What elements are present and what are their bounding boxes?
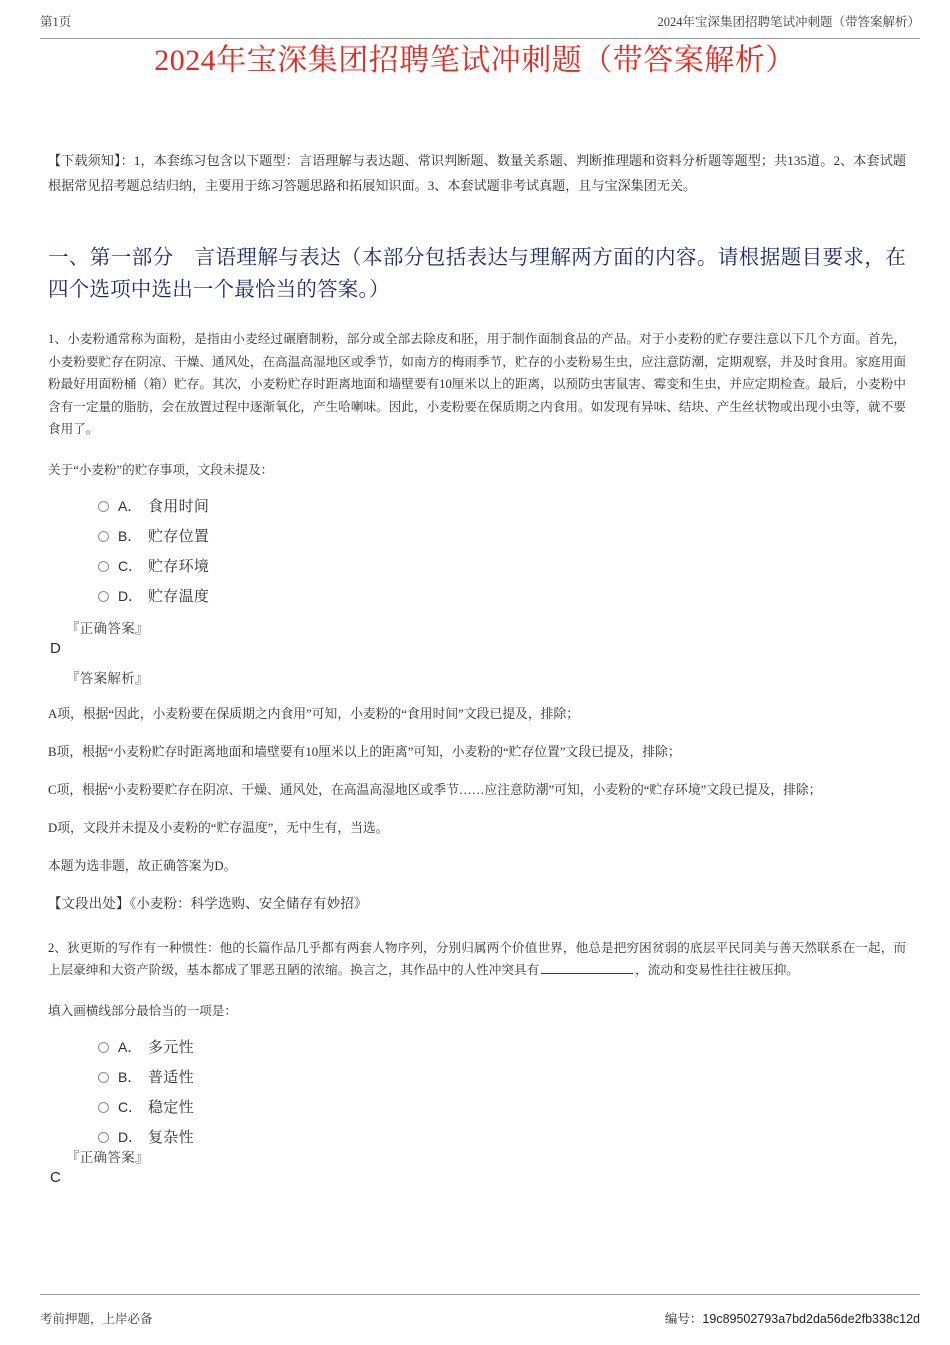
option-list <box>48 493 906 609</box>
question-stem-part2: ，流动和变易性往往被压抑。 <box>635 963 799 977</box>
radio-button-icon[interactable] <box>98 591 109 602</box>
option-text: 食用时间 <box>148 499 210 515</box>
option-row[interactable] <box>48 523 906 549</box>
option-row[interactable] <box>48 553 906 579</box>
footer-id-value: 19c89502793a7bd2da56de2fb338c12d <box>702 1312 920 1326</box>
analysis-paragraph: B项，根据“小麦粉贮存时距离地面和墙壁要有10厘米以上的距离”可知，小麦粉的“贮存位置”文段已提及，排除； <box>48 744 681 759</box>
question-block <box>48 328 906 915</box>
question-prompt: 关于“小麦粉”的贮存事项，文段未提及： <box>48 462 274 477</box>
question-stem: 1、小麦粉通常称为面粉，是指由小麦经过碾磨制粉，部分或全部去除皮和胚，用于制作面制食品的产品。对于小麦粉的贮存要注意以下几个方面。首先，小麦粉要贮存在阴凉、干燥、通风处，在高温高湿地区或季节，如南方的梅雨季节，贮存的小麦粉易生虫，应注意防潮，定期观察，并及时食用。家庭用面粉最好用面粉桶（箱）贮存。其次，小麦粉贮存时距离地面和墙壁要有10厘米以上的距离，以预防虫害鼠害、霉变和生虫，并应定期检查。最后，小麦粉中含有一定量的脂肪，会在放置过程中逐渐氧化，产生哈喇味。因此，小麦粉要在保质期之内食用。如发现有异味、结块、产生丝状物或出现小虫等，就不要食用了。 <box>48 332 906 436</box>
footer-slogan: 考前押题，上岸必备 <box>40 1312 153 1326</box>
correct-answer-value: C <box>50 1168 61 1186</box>
passage-source: 【文段出处】《小麦粉：科学选购、安全储存有妙招》 <box>48 895 368 911</box>
option-letter: A． <box>118 1038 142 1055</box>
option-row[interactable] <box>48 583 906 609</box>
analysis-paragraph: C项，根据“小麦粉要贮存在阴凉、干燥、通风处，在高温高湿地区或季节……应注意防潮”可知，小麦粉的“贮存环境”文段已提及，排除； <box>48 782 822 797</box>
analysis-paragraph: A项，根据“因此，小麦粉要在保质期之内食用”可知，小麦粉的“食用时间”文段已提及，排除； <box>48 706 580 721</box>
option-row[interactable] <box>48 1094 906 1120</box>
analysis-paragraph: D项，文段并未提及小麦粉的“贮存温度”，无中生有，当选。 <box>48 820 389 835</box>
document-content <box>48 148 906 1198</box>
option-text: 多元性 <box>148 1040 194 1056</box>
radio-button-icon[interactable] <box>98 561 109 572</box>
page-title: 2024年宝深集团招聘笔试冲刺题（带答案解析） <box>154 44 796 77</box>
correct-answer-label: 『正确答案』 <box>66 620 149 636</box>
radio-button-icon[interactable] <box>98 1072 109 1083</box>
question-block <box>48 937 906 1188</box>
download-notice: 【下载须知】：1，本套练习包含以下题型：言语理解与表达题、常识判断题、数量关系题、判断推理题和资料分析题等题型；共135道。2、本套试题根据常见招考题总结归纳，主要用于练习答题思路和拓展知识面。3、本套试题非考试真题，且与宝深集团无关。 <box>48 153 906 193</box>
page-footer <box>40 1294 920 1327</box>
option-text: 复杂性 <box>148 1130 194 1146</box>
radio-button-icon[interactable] <box>98 501 109 512</box>
question-stem <box>48 937 906 982</box>
correct-answer-label: 『正确答案』 <box>66 1149 149 1165</box>
option-letter: C． <box>118 557 143 574</box>
option-list <box>48 1034 906 1150</box>
option-letter: D． <box>118 1128 143 1145</box>
fill-in-blank <box>541 962 633 974</box>
option-text: 普适性 <box>148 1070 194 1086</box>
radio-button-icon[interactable] <box>98 531 109 542</box>
option-row[interactable] <box>48 1034 906 1060</box>
option-row[interactable] <box>48 1124 906 1150</box>
footer-document-id <box>665 1309 920 1327</box>
option-row[interactable] <box>48 493 906 519</box>
option-letter: B． <box>118 527 142 544</box>
section-heading: 一、第一部分 言语理解与表达（本部分包括表达与理解两方面的内容。请根据题目要求，在四个选项中选出一个最恰当的答案。） <box>48 247 906 301</box>
option-text: 贮存环境 <box>148 559 210 575</box>
radio-button-icon[interactable] <box>98 1042 109 1053</box>
footer-id-label: 编号： <box>664 1312 703 1326</box>
question-stem-part1: 2、狄更斯的写作有一种惯性：他的长篇作品几乎都有两套人物序列，分别归属两个价值世界，他总是把穷困贫弱的底层平民同美与善天然联系在一起，而上层豪绅和大资产阶级，基本都成了罪恶丑陋的浓缩。换言之，其作品中的人性冲突具有 <box>48 940 906 977</box>
page-header <box>40 12 920 39</box>
option-letter: B． <box>118 1068 142 1085</box>
radio-button-icon[interactable] <box>98 1102 109 1113</box>
page-number-marker: 第1页 <box>40 15 72 29</box>
answer-analysis-label: 『答案解析』 <box>66 670 149 686</box>
header-running-title: 2024年宝深集团招聘笔试冲刺题（带答案解析） <box>657 15 920 29</box>
option-letter: D． <box>118 587 143 604</box>
option-text: 贮存位置 <box>148 529 210 545</box>
question-prompt: 填入画横线部分最恰当的一项是： <box>48 1003 237 1018</box>
analysis-paragraph: 本题为选非题，故正确答案为D。 <box>48 858 237 873</box>
option-row[interactable] <box>48 1064 906 1090</box>
correct-answer-value: D <box>50 639 61 657</box>
option-letter: C． <box>118 1098 143 1115</box>
option-text: 稳定性 <box>148 1100 194 1116</box>
option-letter: A． <box>118 497 142 514</box>
option-text: 贮存温度 <box>148 589 210 605</box>
radio-button-icon[interactable] <box>98 1132 109 1143</box>
